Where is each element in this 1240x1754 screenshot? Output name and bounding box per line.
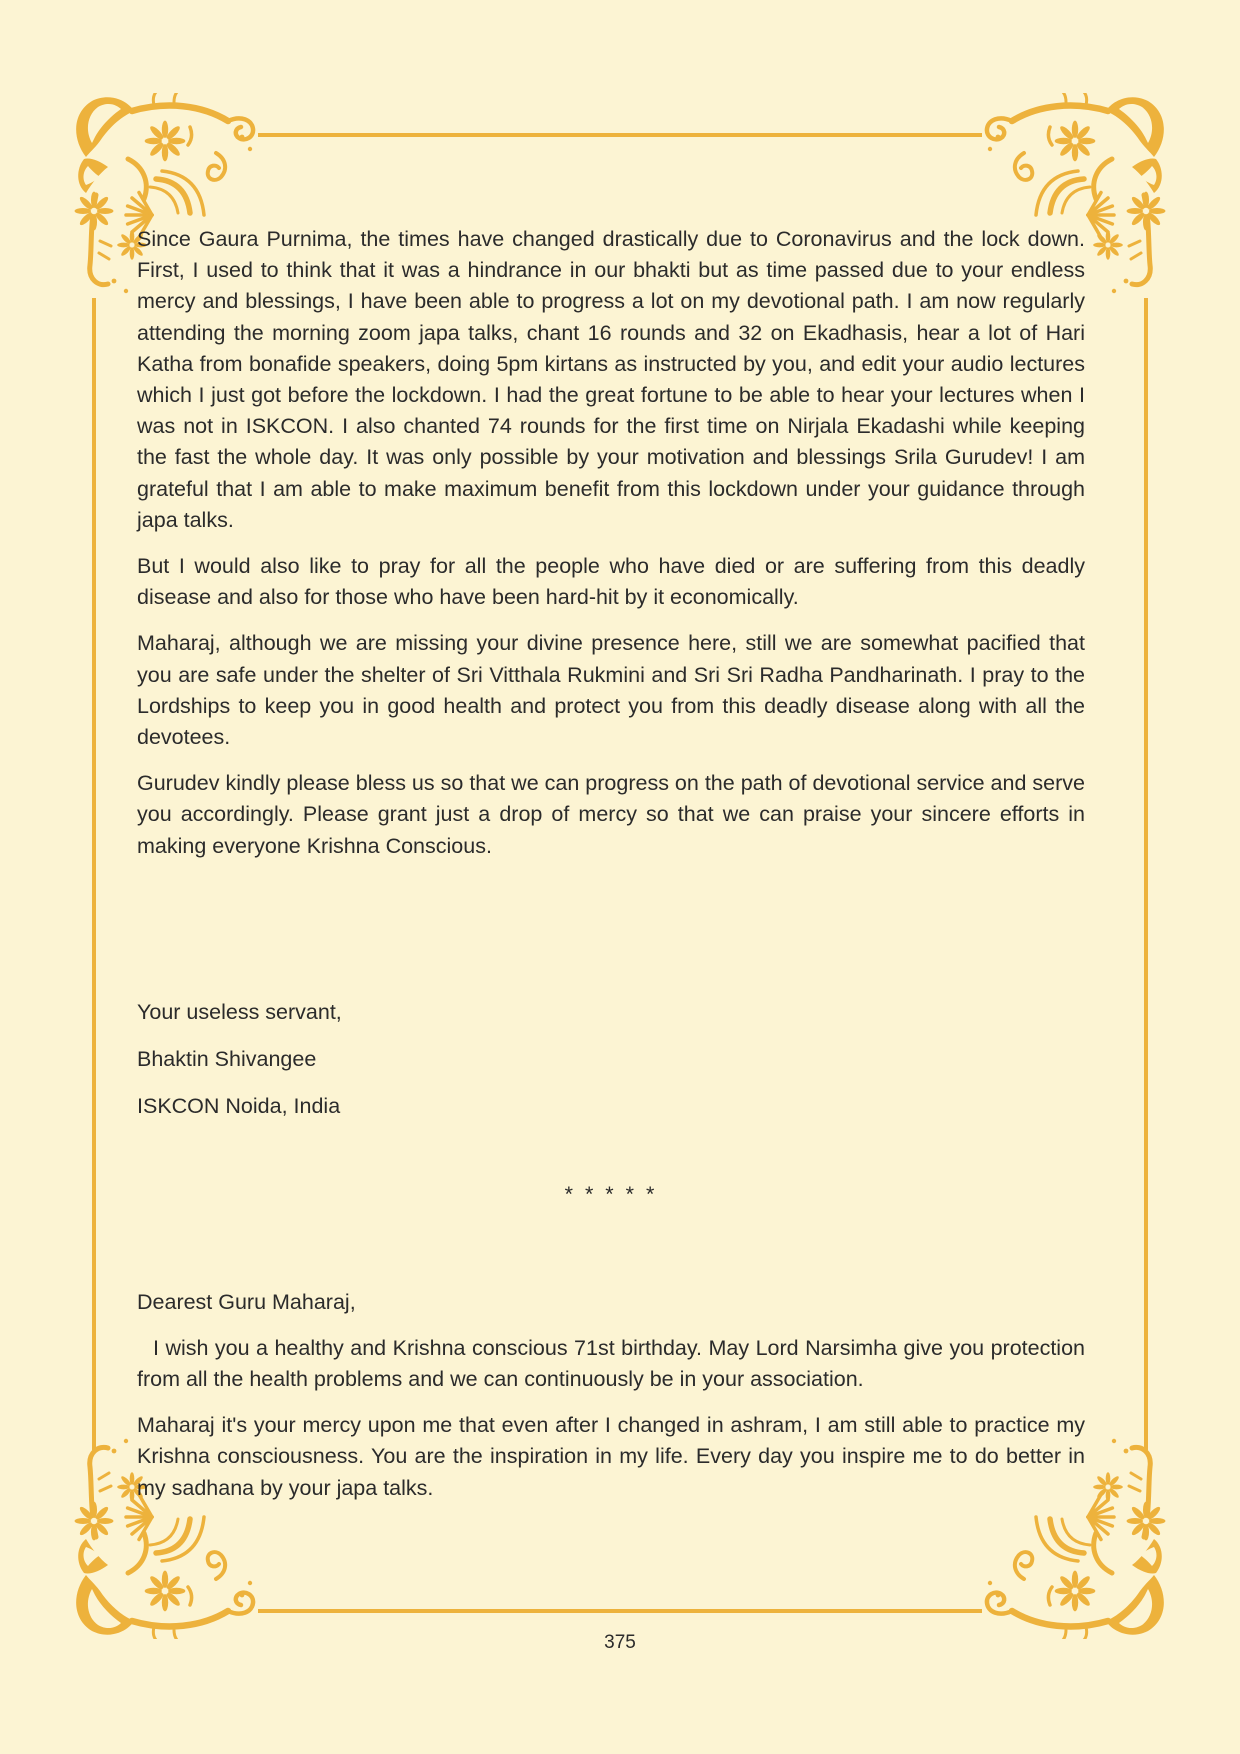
letter-paragraph: Maharaj it's your mercy upon me that even after I changed in ashram, I am still able to practice my Krishna consciousness. You are the inspiration in my life. Every day you inspire me to do better in my sadhana by your japa talks. — [137, 1413, 1085, 1500]
page-number: 375 — [604, 1632, 636, 1653]
frame-line-top — [258, 133, 982, 137]
frame-line-left — [92, 298, 96, 1450]
letter-content — [137, 224, 1085, 1519]
frame-line-bottom — [258, 1609, 982, 1613]
letter-paragraph: But I would also like to pray for all the people who have died or are suffering from this deadly disease and also for those who have been hard-hit by it economically. — [137, 554, 1085, 610]
signature-author: Bhaktin Shivangee — [137, 1047, 317, 1072]
signature-line: Your useless servant, — [137, 999, 342, 1024]
signature-location: ISKCON Noida, India — [137, 1094, 341, 1119]
letter-paragraph: Gurudev kindly please bless us so that we can progress on the path of devotional service and serve you accordingly. Please grant just a drop of mercy so that we can praise your sincere efforts in making everyone Krishna Conscious. — [137, 771, 1085, 858]
section-separator: * * * * * — [564, 1182, 658, 1207]
letter-paragraph: I wish you a healthy and Krishna conscious 71st birthday. May Lord Narsimha give you protection from all the health problems and we can continuously be in your association. — [137, 1335, 1085, 1392]
letter-paragraph: Since Gaura Purnima, the times have changed drastically due to Coronavirus and the lock down. First, I used to think that it was a hindrance in our bhakti but as time passed due to your endless mercy and blessings, I have been able to progress a lot on my devotional path. I am now regularly attending the morning zoom japa talks, chant 16 rounds and 32 on Ekadhasis, hear a lot of Hari Katha from bonafide speakers, doing 5pm kirtans as instructed by you, and edit your audio lectures which I just got before the lockdown. I had the great fortune to be able to hear your lectures when I was not in ISKCON. I also chanted 74 rounds for the first time on Nirjala Ekadashi while keeping the fast the whole day. It was only possible by your motivation and blessings Srila Gurudev! I am grateful that I am able to make maximum benefit from this lockdown under your guidance through japa talks. — [137, 227, 1085, 532]
letter-salutation: Dearest Guru Maharaj, — [137, 1289, 356, 1314]
letter-paragraph: Maharaj, although we are missing your divine presence here, still we are somewhat pacified that you are safe under the shelter of Sri Vitthala Rukmini and Sri Sri Radha Pandharinath. I pray to the Lordships to keep you in good health and protect you from this deadly disease along with all the devotees. — [137, 631, 1085, 750]
frame-line-right — [1144, 298, 1148, 1450]
